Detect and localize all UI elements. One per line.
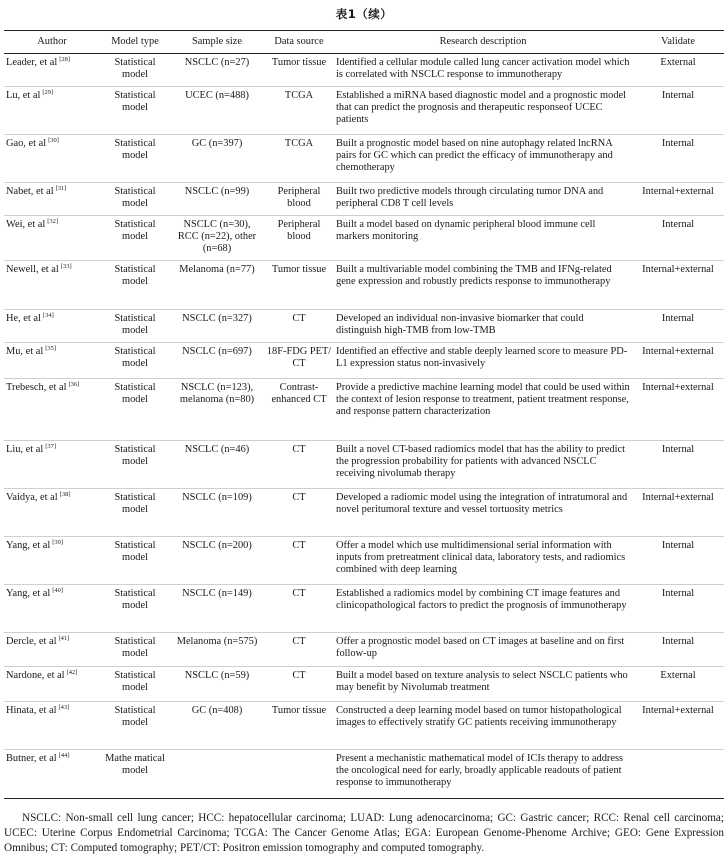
table-row: [4, 87, 724, 135]
data-source-cell: CT: [264, 537, 334, 585]
validate-cell: External: [632, 667, 724, 702]
table-row: [4, 261, 724, 310]
author-cell: [4, 585, 100, 633]
sample-size-cell: NSCLC (n=27): [170, 54, 264, 87]
model-type-cell: Statistical model: [100, 585, 170, 633]
model-type-cell: Statistical model: [100, 343, 170, 379]
table-footnote: NSCLC: Non-small cell lung cancer; HCC: hepatocellular carcinoma; LUAD: Lung adenocarcinoma; GC: Gastric cancer; RCC: Renal cell carcinoma; UCEC: Uterine Corpus Endometrial Carcinoma; TCGA: The Cancer Genome Atlas; EGA: European Genome-Phenome Archive; GEO: Gene Expression Omnibus; CT: Computed tomography; PET/CT: Positron emission tomography and computed tomography.: [4, 812, 724, 854]
header-validate: Validate: [632, 31, 724, 54]
research-description-cell: Built a model based on dynamic peripheral blood immune cell markers monitoring: [334, 216, 632, 261]
research-description-cell: Built a novel CT-based radiomics model that has the ability to predict the progression probability for patients with advanced NSCLC receiving nivolumab therapy: [334, 441, 632, 489]
validate-cell: Internal+external: [632, 379, 724, 441]
header-model-type: Model type: [100, 31, 170, 54]
data-source-cell: Peripheral blood: [264, 183, 334, 216]
author-cell: [4, 750, 100, 799]
author-cell: [4, 261, 100, 310]
data-source-cell: Peripheral blood: [264, 216, 334, 261]
research-description-cell: Established a radiomics model by combining CT image features and clinicopathological factors to predict the prognosis of immunotherapy: [334, 585, 632, 633]
table-row: [4, 702, 724, 750]
sample-size-cell: NSCLC (n=123), melanoma (n=80): [170, 379, 264, 441]
author-name: Hinata, et al: [6, 705, 57, 716]
data-source-cell: Tumor tissue: [264, 702, 334, 750]
reference-number: [41]: [58, 635, 70, 642]
data-source-cell: CT: [264, 585, 334, 633]
table-row: [4, 489, 724, 537]
model-type-cell: Statistical model: [100, 310, 170, 343]
model-type-cell: Statistical model: [100, 261, 170, 310]
sample-size-cell: NSCLC (n=109): [170, 489, 264, 537]
model-type-cell: Statistical model: [100, 489, 170, 537]
research-description-cell: Offer a model which use multidimensional serial information with inputs from pretreatment clinical data, laboratory tests, and radiomics combined with deep learning: [334, 537, 632, 585]
validate-cell: [632, 750, 724, 799]
author-cell: [4, 702, 100, 750]
reference-number: [42]: [66, 669, 78, 676]
reference-number: [35]: [45, 345, 57, 352]
author-name: Newell, et al: [6, 264, 59, 275]
model-type-cell: Statistical model: [100, 633, 170, 667]
reference-number: [28]: [59, 56, 71, 63]
model-type-cell: Mathe matical model: [100, 750, 170, 799]
research-description-cell: Present a mechanistic mathematical model of ICIs therapy to address the oncological need for early, broadly applicable readouts of patient response to immunotherapy: [334, 750, 632, 799]
reference-number: [36]: [68, 381, 80, 388]
data-source-cell: CT: [264, 489, 334, 537]
table-row: [4, 216, 724, 261]
author-cell: [4, 379, 100, 441]
table-row: [4, 441, 724, 489]
sample-size-cell: Melanoma (n=575): [170, 633, 264, 667]
validate-cell: Internal: [632, 585, 724, 633]
model-type-cell: Statistical model: [100, 216, 170, 261]
author-name: Lu, et al: [6, 90, 41, 101]
author-cell: [4, 54, 100, 87]
validate-cell: Internal+external: [632, 702, 724, 750]
author-cell: [4, 183, 100, 216]
sample-size-cell: NSCLC (n=99): [170, 183, 264, 216]
data-source-cell: CT: [264, 667, 334, 702]
author-name: Gao, et al: [6, 138, 47, 149]
research-description-cell: Constructed a deep learning model based on tumor histopathological images to effectively stratify GC patients receiving immunotherapy: [334, 702, 632, 750]
reference-number: [31]: [55, 185, 67, 192]
data-source-cell: Tumor tissue: [264, 261, 334, 310]
sample-size-cell: GC (n=397): [170, 135, 264, 183]
research-description-cell: Identified a cellular module called lung cancer activation model which is correlated with NSCLC response to immunotherapy: [334, 54, 632, 87]
sample-size-cell: UCEC (n=488): [170, 87, 264, 135]
data-source-cell: Tumor tissue: [264, 54, 334, 87]
author-name: He, et al: [6, 313, 41, 324]
data-source-cell: TCGA: [264, 87, 334, 135]
validate-cell: Internal+external: [632, 343, 724, 379]
table-row: [4, 667, 724, 702]
reference-number: [39]: [52, 539, 64, 546]
table-row: [4, 183, 724, 216]
data-source-cell: [264, 750, 334, 799]
table-row: [4, 54, 724, 87]
sample-size-cell: NSCLC (n=46): [170, 441, 264, 489]
author-cell: [4, 343, 100, 379]
data-source-cell: 18F-FDG PET/ CT: [264, 343, 334, 379]
table-row: [4, 379, 724, 441]
table-row: [4, 633, 724, 667]
table-row: [4, 537, 724, 585]
sample-size-cell: NSCLC (n=697): [170, 343, 264, 379]
author-name: Mu, et al: [6, 346, 44, 357]
reference-number: [34]: [42, 312, 54, 319]
author-name: Yang, et al: [6, 588, 51, 599]
author-name: Vaidya, et al: [6, 492, 58, 503]
sample-size-cell: NSCLC (n=327): [170, 310, 264, 343]
sample-size-cell: NSCLC (n=30), RCC (n=22), other (n=68): [170, 216, 264, 261]
author-cell: [4, 310, 100, 343]
research-description-cell: Offer a prognostic model based on CT images at baseline and on first follow-up: [334, 633, 632, 667]
validate-cell: Internal: [632, 87, 724, 135]
research-description-cell: Built a prognostic model based on nine autophagy related lncRNA pairs for GC which can predict the efficacy of immunotherapy and chemotherapy: [334, 135, 632, 183]
sample-size-cell: Melanoma (n=77): [170, 261, 264, 310]
table-row: [4, 750, 724, 799]
author-cell: [4, 216, 100, 261]
reference-number: [37]: [45, 443, 57, 450]
author-name: Dercle, et al: [6, 636, 57, 647]
model-type-cell: Statistical model: [100, 667, 170, 702]
sample-size-cell: [170, 750, 264, 799]
research-description-cell: Developed a radiomic model using the integration of intratumoral and novel peritumoral texture and vessel tortuosity metrics: [334, 489, 632, 537]
data-source-cell: CT: [264, 310, 334, 343]
author-name: Wei, et al: [6, 219, 46, 230]
table-body: [4, 54, 724, 799]
author-cell: [4, 633, 100, 667]
research-description-cell: Built two predictive models through circulating tumor DNA and peripheral CD8 T cell levels: [334, 183, 632, 216]
validate-cell: Internal: [632, 216, 724, 261]
model-type-cell: Statistical model: [100, 135, 170, 183]
header-research-description: Research description: [334, 31, 632, 54]
author-name: Nardone, et al: [6, 670, 65, 681]
author-cell: [4, 667, 100, 702]
model-table: [4, 30, 724, 799]
data-source-cell: Contrast-enhanced CT: [264, 379, 334, 441]
author-name: Liu, et al: [6, 444, 44, 455]
data-source-cell: CT: [264, 441, 334, 489]
model-type-cell: Statistical model: [100, 702, 170, 750]
header-author: Author: [4, 31, 100, 54]
reference-number: [44]: [58, 752, 70, 759]
research-description-cell: Built a multivariable model combining the TMB and IFNg-related gene expression and robustly predicts response to immunotherapy: [334, 261, 632, 310]
author-cell: [4, 87, 100, 135]
author-name: Butner, et al: [6, 753, 57, 764]
research-description-cell: Established a miRNA based diagnostic model and a prognostic model that can predict the prognosis and therapeutic responseof UCEC patients: [334, 87, 632, 135]
validate-cell: Internal+external: [632, 489, 724, 537]
table-row: [4, 343, 724, 379]
sample-size-cell: NSCLC (n=200): [170, 537, 264, 585]
validate-cell: Internal: [632, 633, 724, 667]
reference-number: [33]: [60, 263, 72, 270]
model-type-cell: Statistical model: [100, 441, 170, 489]
validate-cell: Internal+external: [632, 261, 724, 310]
reference-number: [29]: [42, 89, 54, 96]
author-name: Trebesch, et al: [6, 382, 67, 393]
header-data-source: Data source: [264, 31, 334, 54]
sample-size-cell: NSCLC (n=149): [170, 585, 264, 633]
research-description-cell: Built a model based on texture analysis to select NSCLC patients who may benefit by Nivolumab treatment: [334, 667, 632, 702]
author-cell: [4, 537, 100, 585]
sample-size-cell: NSCLC (n=59): [170, 667, 264, 702]
reference-number: [38]: [59, 491, 71, 498]
author-name: Leader, et al: [6, 57, 58, 68]
sample-size-cell: GC (n=408): [170, 702, 264, 750]
validate-cell: External: [632, 54, 724, 87]
author-cell: [4, 441, 100, 489]
model-type-cell: Statistical model: [100, 87, 170, 135]
data-source-cell: TCGA: [264, 135, 334, 183]
author-name: Yang, et al: [6, 540, 51, 551]
author-cell: [4, 489, 100, 537]
research-description-cell: Developed an individual non-invasive biomarker that could distinguish high-TMB from low-TMB: [334, 310, 632, 343]
validate-cell: Internal: [632, 441, 724, 489]
validate-cell: Internal: [632, 135, 724, 183]
header-sample-size: Sample size: [170, 31, 264, 54]
data-source-cell: CT: [264, 633, 334, 667]
reference-number: [40]: [52, 587, 64, 594]
validate-cell: Internal: [632, 310, 724, 343]
table-caption: 表1（续）: [335, 7, 393, 21]
table-row: [4, 585, 724, 633]
model-type-cell: Statistical model: [100, 183, 170, 216]
table-row: [4, 310, 724, 343]
model-type-cell: Statistical model: [100, 54, 170, 87]
reference-number: [43]: [58, 704, 70, 711]
research-description-cell: Provide a predictive machine learning model that could be used within the context of lesion response to treatment, patient treatment response, and response pattern characterization: [334, 379, 632, 441]
validate-cell: Internal+external: [632, 183, 724, 216]
table-row: [4, 135, 724, 183]
header-row: [4, 31, 724, 54]
author-name: Nabet, et al: [6, 186, 54, 197]
validate-cell: Internal: [632, 537, 724, 585]
research-description-cell: Identified an effective and stable deeply learned score to measure PD-L1 expression status non-invasively: [334, 343, 632, 379]
reference-number: [32]: [47, 218, 59, 225]
reference-number: [30]: [48, 137, 59, 144]
model-type-cell: Statistical model: [100, 537, 170, 585]
author-cell: [4, 135, 100, 183]
model-type-cell: Statistical model: [100, 379, 170, 441]
